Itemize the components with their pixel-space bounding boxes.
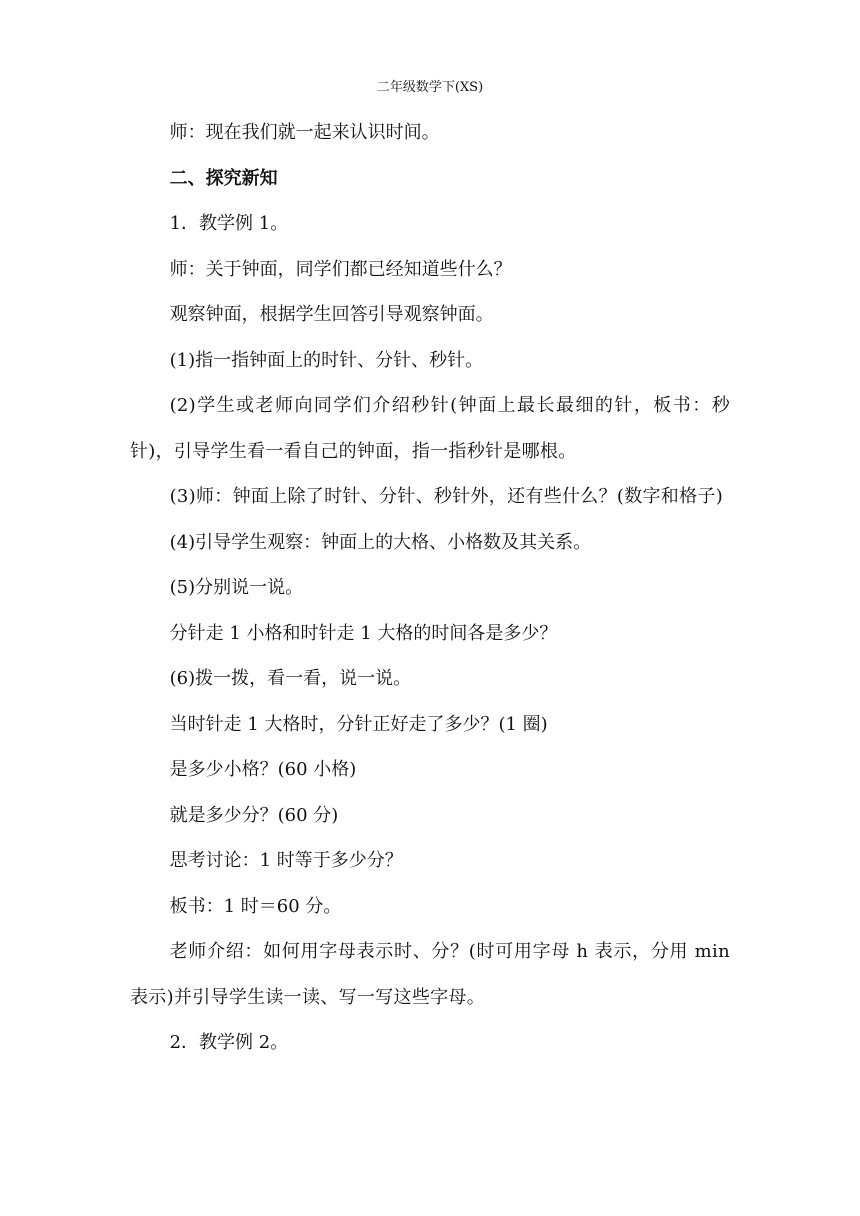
paragraph: 老师介绍：如何用字母表示时、分？(时可用字母 h 表示，分用 min 表示)并引导学生读一读、写一写这些字母。 bbox=[130, 941, 730, 1008]
paragraph: 师：关于钟面，同学们都已经知道些什么？ bbox=[169, 258, 512, 280]
paragraph: 当时针走 1 大格时，分针正好走了多少？(1 圈) bbox=[169, 713, 548, 735]
example-2-title: 2．教学例 2。 bbox=[169, 1032, 289, 1053]
paragraph: 观察钟面，根据学生回答引导观察钟面。 bbox=[169, 304, 494, 325]
list-item: (5)分别说一说。 bbox=[169, 577, 304, 598]
example-1-title: 1．教学例 1。 bbox=[169, 213, 289, 234]
paragraph: 思考讨论：1 时等于多少分？ bbox=[169, 850, 403, 871]
section-heading: 二、探究新知 bbox=[169, 167, 278, 189]
list-item: (2)学生或老师向同学们介绍秒针(钟面上最长最细的针，板书：秒针)，引导学生看一看自己的钟面，指一指秒针是哪根。 bbox=[130, 395, 730, 462]
list-item: (3)师：钟面上除了时针、分针、秒针外，还有些什么？(数字和格子) bbox=[169, 486, 724, 507]
paragraph-intro: 师：现在我们就一起来认识时间。 bbox=[169, 122, 440, 143]
paragraph: 是多少小格？(60 小格) bbox=[169, 759, 357, 780]
paragraph: 板书：1 时＝60 分。 bbox=[169, 895, 342, 917]
list-item: (4)引导学生观察：钟面上的大格、小格数及其关系。 bbox=[169, 531, 592, 553]
list-item: (1)指一指钟面上的时针、分针、秒针。 bbox=[169, 349, 484, 371]
paragraph: 分针走 1 小格和时针走 1 大格的时间各是多少？ bbox=[169, 622, 558, 644]
paragraph: 就是多少分？(60 分) bbox=[169, 804, 339, 826]
page-header: 二年级数学下(XS) bbox=[376, 80, 484, 95]
document-body bbox=[130, 110, 730, 1066]
list-item: (6)拨一拨，看一看，说一说。 bbox=[169, 668, 412, 689]
